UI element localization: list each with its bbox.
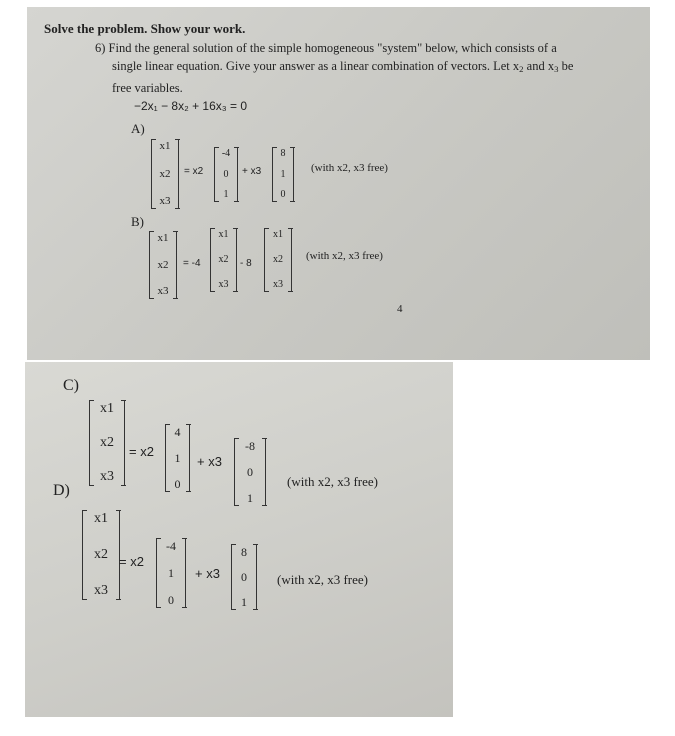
photo-bottom xyxy=(25,362,453,717)
option-c-coef2: + x3 xyxy=(197,454,222,469)
option-d-coef2: + x3 xyxy=(195,566,220,581)
option-a-coef2: + x3 xyxy=(242,166,262,177)
question-line1: 6) Find the general solution of the simple homogeneous "system" below, which consists of a xyxy=(95,41,557,55)
equation: −2x₁ − 8x₂ + 16x₃ = 0 xyxy=(134,99,247,113)
question-line2: single linear equation. Give your answer as a linear combination of vectors. Let $x_2$ and $x_3$ be xyxy=(112,59,574,75)
section-header: Solve the problem. Show your work. xyxy=(44,21,246,36)
option-b-coef1: = -4 xyxy=(183,258,201,269)
option-a-free-note: (with x2, x3 free) xyxy=(311,162,388,174)
option-d-vector2: 8 0 1 xyxy=(231,544,257,610)
option-d-vars-vector: x1 x2 x3 xyxy=(82,510,120,600)
option-a-vector2: 8 1 0 xyxy=(272,147,294,202)
option-b-vector1: x1 x2 x3 xyxy=(210,228,237,292)
question-line3: free variables. xyxy=(112,81,183,95)
option-c-vector1: 4 1 0 xyxy=(165,424,190,492)
option-d-coef1: = x2 xyxy=(119,554,144,569)
option-c-vars-vector: x1 x2 x3 xyxy=(89,400,125,486)
option-c-label: C) xyxy=(63,377,79,394)
option-a-vector1: -4 0 1 xyxy=(214,147,238,202)
option-b-label: B) xyxy=(131,214,144,229)
option-b-vars-vector: x1 x2 x3 xyxy=(149,231,177,299)
option-b-free-note: (with x2, x3 free) xyxy=(306,250,383,262)
option-a-coef1: = x2 xyxy=(184,166,204,177)
photo-top xyxy=(27,7,650,360)
option-a-vars-vector: x1 x2 x3 xyxy=(151,139,179,209)
option-a-label: A) xyxy=(131,121,145,136)
option-b-coef2: - 8 xyxy=(240,258,252,269)
option-d-vector1: -4 1 0 xyxy=(156,538,186,608)
option-d-free-note: (with x2, x3 free) xyxy=(277,572,368,587)
page-number: 4 xyxy=(397,303,403,315)
option-d-label: D) xyxy=(53,482,70,499)
option-c-coef1: = x2 xyxy=(129,444,154,459)
option-c-free-note: (with x2, x3 free) xyxy=(287,474,378,489)
option-b-vector2: x1 x2 x3 xyxy=(264,228,292,292)
option-c-vector2: -8 0 1 xyxy=(234,438,266,506)
